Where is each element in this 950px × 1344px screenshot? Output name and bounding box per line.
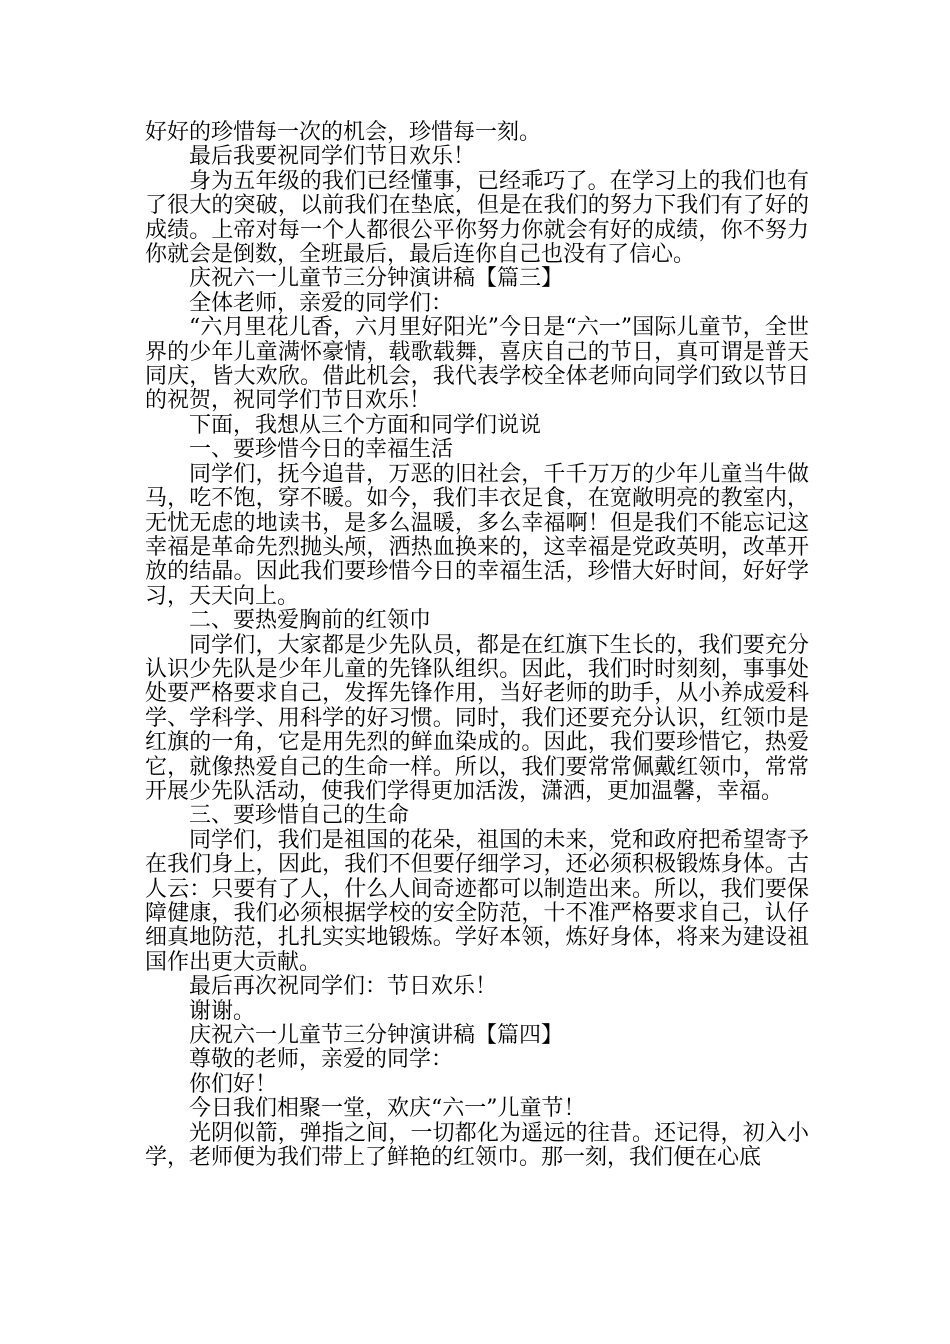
paragraph: 下面，我想从三个方面和同学们说说 — [189, 412, 542, 438]
paragraph: 尊敬的老师，亲爱的同学： — [189, 1047, 454, 1073]
paragraph: 好好的珍惜每一次的机会，珍惜每一刻。 — [145, 120, 542, 145]
paragraph: 一、要珍惜今日的幸福生活 — [189, 437, 454, 463]
paragraph: 同学们，大家都是少先队员，都是在红旗下生长的，我们要充分认识少先队是少年儿童的先锋队组织。因此，我们时时刻刻，事事处处要严格要求自己，发挥先锋作用，当好老师的助手，从小养成爱科学、学科学、用科学的好习惯。同时，我们还要充分认识，红领巾是红旗的一角，它是用先烈的鲜血染成的。因此，我们要珍惜它，热爱它，就像热爱自己的生命一样。所以，我们要常常佩戴红领巾，常常开展少先队活动，使我们学得更加活泼，潇洒，更加温馨，幸福。 — [145, 632, 809, 804]
paragraph: 同学们，我们是祖国的花朵，祖国的未来，党和政府把希望寄予在我们身上，因此，我们不但要仔细学习，还必须积极锻炼身体。古人云：只要有了人，什么人间奇迹都可以制造出来。所以，我们要保障健康，我们必须根据学校的安全防范，十不准严格要求自己，认仔细真地防范，扎扎实实地锻炼。学好本领，炼好身体，将来为建设祖国作出更大贡献。 — [145, 827, 809, 975]
paragraph: 最后再次祝同学们：节日欢乐！ — [189, 974, 498, 1000]
paragraph: 光阴似箭，弹指之间，一切都化为遥远的往昔。还记得，初入小学，老师便为我们带上了鲜艳的红领巾。那一刻，我们便在心底 — [145, 1120, 809, 1171]
paragraph: 身为五年级的我们已经懂事，已经乖巧了。在学习上的我们也有了很大的突破，以前我们在垫底，但是在我们的努力下我们有了好的成绩。上帝对每一个人都很公平你努力你就会有好的成绩，你不努力你就会是倒数，全班最后，最后连你自己也没有了信心。 — [145, 168, 809, 268]
paragraph: 三、要珍惜自己的生命 — [189, 803, 410, 829]
paragraph: 谢谢。 — [189, 998, 256, 1024]
paragraph: 最后我要祝同学们节日欢乐！ — [189, 144, 476, 170]
paragraph: 庆祝六一儿童节三分钟演讲稿【篇三】 — [189, 266, 564, 292]
paragraph: 二、要热爱胸前的红领巾 — [189, 608, 432, 634]
paragraph: 你们好！ — [189, 1071, 278, 1097]
paragraph: “六月里花儿香，六月里好阳光”今日是“六一”国际儿童节，全世界的少年儿童满怀豪情，载歌载舞，喜庆自己的节日，真可谓是普天同庆，皆大欢欣。借此机会，我代表学校全体老师向同学们致以节日的祝贺，祝同学们节日欢乐！ — [145, 315, 809, 414]
paragraph: 庆祝六一儿童节三分钟演讲稿【篇四】 — [189, 1023, 564, 1049]
paragraph: 今日我们相聚一堂，欢庆“六一”儿童节！ — [189, 1096, 586, 1122]
paragraph: 全体老师，亲爱的同学们： — [189, 290, 454, 316]
paragraph: 同学们，抚今追昔，万恶的旧社会，千千万万的少年儿童当牛做马，吃不饱，穿不暖。如今，我们丰衣足食，在宽敞明亮的教室内，无忧无虑的地读书，是多么温暖，多么幸福啊！但是我们不能忘记这幸福是革命先烈抛头颅，洒热血换来的，这幸福是党政英明，改革开放的结晶。因此我们要珍惜今日的幸福生活，珍惜大好时间，好好学习，天天向上。 — [145, 461, 809, 609]
document-body — [145, 121, 809, 1170]
